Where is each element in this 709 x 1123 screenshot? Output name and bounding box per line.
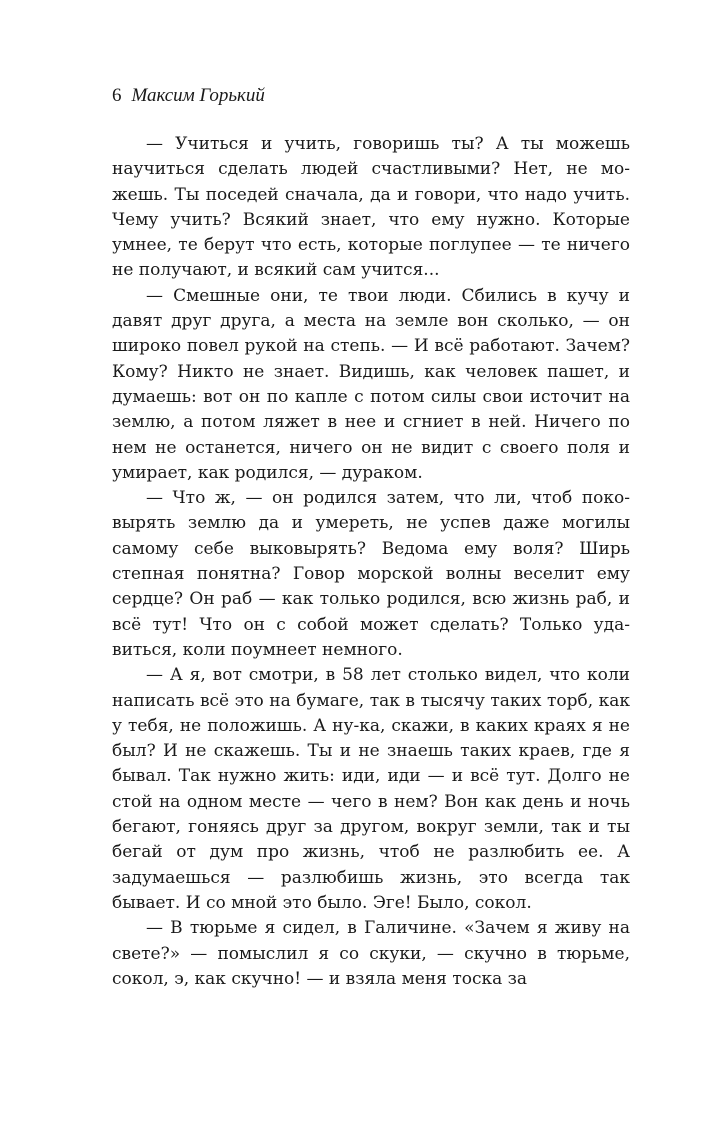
body-text — [112, 132, 630, 992]
paragraph-5: — В тюрьме я сидел, в Галичине. «Зачем я живу на свете?» — помыслил я со скуки, — скучно в тюрьме, сокол, э, как скучно! — и взяла меня тоска за — [112, 918, 630, 989]
paragraph-3: — Что ж, — он родился затем, что ли, чтоб поковырять землю да и умереть, не успев даже могилы самому себе выковырять? Ведома ему воля? Ширь степная понятна? Говор морской волны веселит ему сердце? Он раб — как только родился, всю жизнь раб, и всё тут! Что он с собой может сделать? Только удавиться, коли поумнеет немного. — [112, 488, 630, 660]
author-name: Максим Горький — [131, 85, 265, 106]
paragraph-1: — Учиться и учить, говоришь ты? А ты можешь научиться сделать людей счастливыми? Нет, не можешь. Ты поседей сначала, да и говори, что надо учить. Чему учить? Всякий знает, что ему нужно. Которые умнее, те берут что есть, которые поглупее — те ничего не получают, и всякий сам учится... — [112, 134, 630, 281]
running-head — [112, 84, 265, 108]
paragraph-4: — А я, вот смотри, в 58 лет столько видел, что коли написать всё это на бумаге, так в тысячу таких торб, как у тебя, не положишь. А ну-ка, скажи, в каких краях я не был? И не скажешь. Ты и не знаешь таких краев, где я бывал. Так нужно жить: иди, иди — и всё тут. Долго не стой на одном месте — чего в нем? Вон как день и ночь бегают, гоняясь друг за другом, вокруг земли, так и ты бегай от дум про жизнь, чтоб не разлюбить ее. А задумаешься — разлюбишь жизнь, это всегда так бывает. И со мной это было. Эге! Было, сокол. — [112, 665, 630, 913]
paragraph-2: — Смешные они, те твои люди. Сбились в кучу и давят друг друга, а места на земле вон сколько, — он широко повел рукой на степь. — И всё работают. Зачем? Кому? Никто не знает. Видишь, как человек пашет, и думаешь: вот он по капле с потом силы свои источит на землю, а потом ляжет в нее и сгниет в ней. Ничего по нем не останется, ничего он не видит с своего поля и умирает, как родился, — дураком. — [112, 285, 630, 483]
page-number: 6 — [112, 85, 122, 106]
